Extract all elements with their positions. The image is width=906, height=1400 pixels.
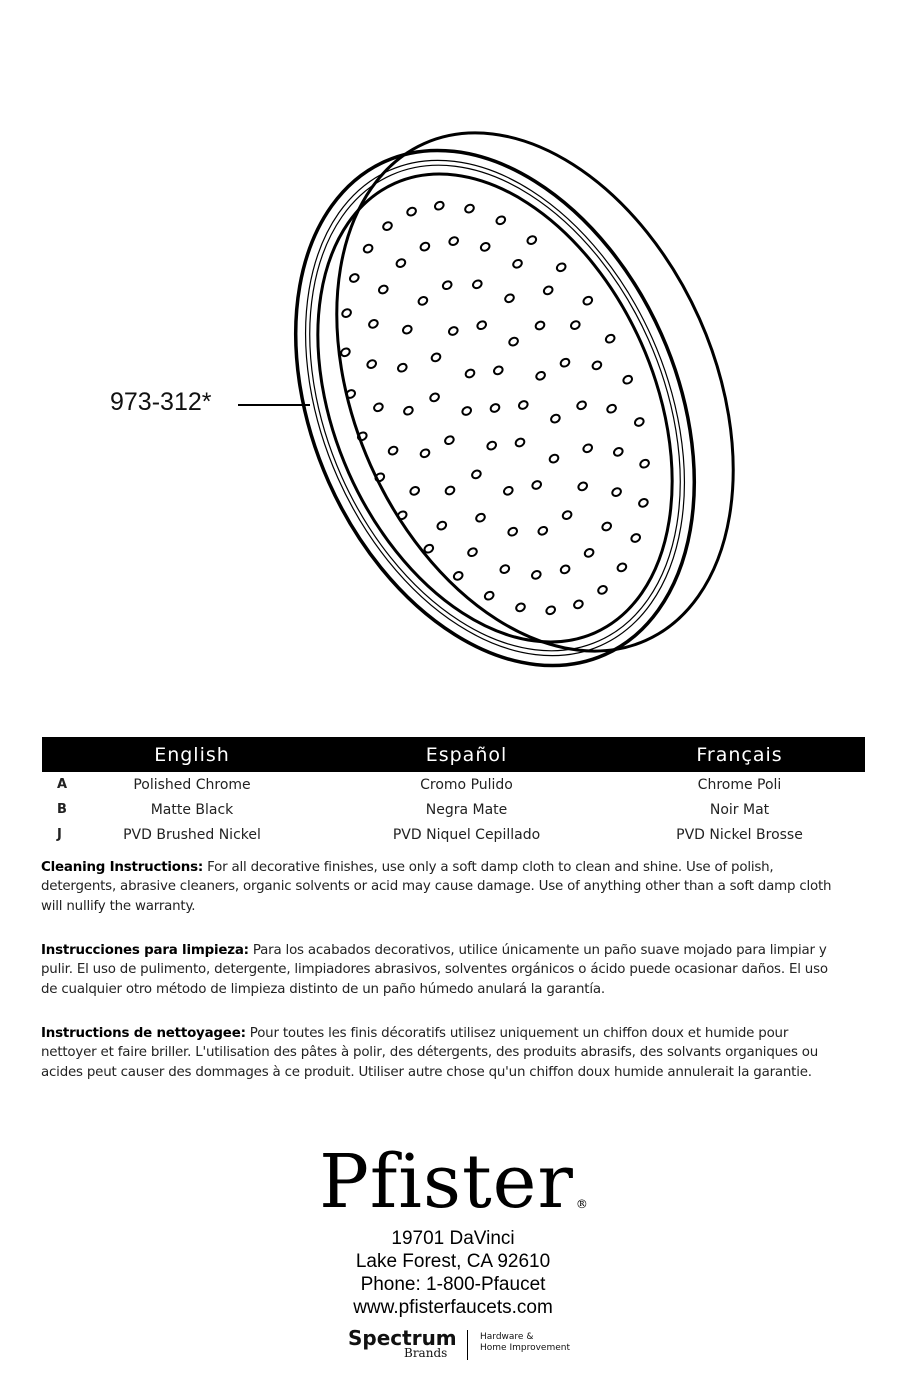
spray-nozzle xyxy=(349,273,360,284)
spray-nozzle xyxy=(597,585,608,596)
spray-nozzle xyxy=(573,599,584,610)
spray-nozzle xyxy=(499,564,510,575)
spray-nozzle xyxy=(507,526,518,537)
cleaning-body-en: For all decorative finishes, use only a soft damp cloth to clean and shine. Use of polish, detergents, abrasive cleaners, organic solvents or acid may cause damage. Use of anything other than a soft damp cloth will nullify the warranty. xyxy=(41,860,832,914)
finish-table-header xyxy=(42,737,865,772)
spray-nozzle xyxy=(444,485,455,496)
spray-nozzle xyxy=(504,293,515,304)
spray-nozzle xyxy=(561,510,572,521)
spray-nozzle xyxy=(582,295,593,306)
spray-nozzle xyxy=(403,405,414,416)
finish-french: PVD Nickel Brosse xyxy=(676,826,803,843)
header-english: English xyxy=(154,743,230,766)
spray-nozzle xyxy=(461,406,472,417)
phone-number: Phone: 1-800-Pfaucet xyxy=(360,1274,546,1295)
cleaning-title-es: Instrucciones para limpieza: xyxy=(41,943,249,958)
spray-nozzle xyxy=(430,352,441,363)
spray-nozzle xyxy=(472,279,483,290)
spray-nozzle xyxy=(512,258,523,269)
spray-nozzle xyxy=(534,320,545,331)
spray-nozzle xyxy=(616,562,627,573)
spray-nozzle xyxy=(434,200,445,211)
part-number-label: 973-312* xyxy=(110,388,212,416)
finish-english: Polished Chrome xyxy=(133,776,251,793)
shower-head-back-rim xyxy=(260,70,810,700)
spray-nozzle xyxy=(611,487,622,498)
cleaning-instructions-es xyxy=(41,941,847,999)
spray-nozzle xyxy=(493,365,504,376)
finish-french: Chrome Poli xyxy=(697,776,782,793)
pfister-logo xyxy=(0,1137,906,1227)
spray-nozzle xyxy=(475,512,486,523)
spray-nozzle xyxy=(576,400,587,411)
address-line-1: 19701 DaVinci xyxy=(391,1228,515,1249)
spray-nozzle xyxy=(341,308,352,319)
spray-nozzle xyxy=(471,469,482,480)
spray-nozzle xyxy=(467,547,478,558)
finish-english: Matte Black xyxy=(150,801,234,818)
spray-nozzle xyxy=(559,564,570,575)
spray-nozzle xyxy=(464,203,475,214)
shower-head-rim-ring xyxy=(232,101,758,700)
spray-nozzle xyxy=(395,258,406,269)
spray-nozzle xyxy=(503,485,514,496)
spray-nozzle xyxy=(442,280,453,291)
spray-nozzle xyxy=(630,533,641,544)
spray-nozzle xyxy=(387,445,398,456)
spray-nozzle xyxy=(559,357,570,368)
spray-nozzle xyxy=(340,347,351,358)
cleaning-body-fr: Pour toutes les finis décoratifs utilisez uniquement un chiffon doux et humide pour nettoyer et faire briller. L'utilisation des pâtes à polir, des détergents, des produits abrasifs, des solvants organiques ou acides peut causer des dommages à ce produit. Utiliser autre chose qu'un chiffon doux humide annulerait la garantie. xyxy=(41,1026,819,1080)
finish-code: J xyxy=(57,827,62,842)
spray-nozzle xyxy=(366,359,377,370)
finish-spanish: Negra Mate xyxy=(425,801,508,818)
spray-nozzle xyxy=(486,440,497,451)
spray-nozzle xyxy=(577,481,588,492)
spray-nozzle xyxy=(453,571,464,582)
address-line-2: Lake Forest, CA 92610 xyxy=(355,1251,551,1272)
spray-nozzle xyxy=(531,480,542,491)
spray-nozzle xyxy=(444,435,455,446)
brand-block xyxy=(0,1137,906,1319)
spray-nozzle xyxy=(476,320,487,331)
spray-nozzle xyxy=(495,215,506,226)
spray-nozzle xyxy=(436,520,447,531)
spectrum-name: Spectrum xyxy=(348,1326,457,1350)
spray-nozzle xyxy=(419,241,430,252)
table-row xyxy=(42,797,865,822)
spray-nozzle xyxy=(448,236,459,247)
spray-nozzle xyxy=(362,243,373,254)
cleaning-instructions-fr xyxy=(41,1024,847,1082)
spray-nozzle xyxy=(531,570,542,581)
spray-nozzle xyxy=(406,206,417,217)
spectrum-sub: Brands xyxy=(404,1346,448,1360)
shower-head-spray-face xyxy=(249,118,741,698)
spray-nozzle xyxy=(556,262,567,273)
finish-code: B xyxy=(57,802,67,817)
spray-nozzle xyxy=(409,486,420,497)
registered-mark: ® xyxy=(575,1197,589,1211)
spray-nozzle xyxy=(382,221,393,232)
spray-nozzle xyxy=(419,448,430,459)
spray-nozzle xyxy=(613,447,624,458)
spray-nozzle xyxy=(537,525,548,536)
spray-nozzle xyxy=(582,443,593,454)
spray-nozzle xyxy=(480,242,491,253)
spectrum-brands-logo xyxy=(348,1326,578,1362)
spray-nozzle xyxy=(373,402,384,413)
spray-nozzle xyxy=(515,602,526,613)
spray-nozzle xyxy=(526,235,537,246)
spectrum-tagline xyxy=(480,1332,570,1354)
spray-nozzle xyxy=(548,453,559,464)
cleaning-title-en: Cleaning Instructions: xyxy=(41,860,204,875)
website: www.pfisterfaucets.com xyxy=(353,1297,553,1318)
spray-nozzle xyxy=(601,521,612,532)
spray-nozzle xyxy=(417,296,428,307)
cleaning-body-es: Para los acabados decorativos, utilice únicamente un paño suave mojado para limpiar y pulir. El uso de pulimento, detergente, limpiadores abrasivos, solventes orgánicos o ácido puede ocasionar daños. El uso de cualquier otro método de limpieza distinto de un paño húmedo anulará la garantía. xyxy=(41,943,828,997)
spray-nozzle xyxy=(508,336,519,347)
spray-nozzle xyxy=(368,319,379,330)
finish-spanish: PVD Niquel Cepillado xyxy=(392,826,541,843)
spray-nozzle xyxy=(606,403,617,414)
table-row xyxy=(42,772,865,797)
spray-nozzle xyxy=(518,400,529,411)
tagline-line-1: Hardware & xyxy=(480,1332,534,1342)
finish-english: PVD Brushed Nickel xyxy=(123,826,261,843)
header-espanol: Español xyxy=(425,743,508,766)
spray-nozzle xyxy=(634,417,645,428)
spray-nozzle xyxy=(514,437,525,448)
spray-nozzle xyxy=(402,324,413,335)
spray-nozzle xyxy=(484,590,495,601)
spray-nozzle xyxy=(638,498,649,509)
spray-nozzle xyxy=(378,284,389,295)
spray-nozzle xyxy=(550,413,561,424)
spray-nozzle xyxy=(639,458,650,469)
spray-nozzle xyxy=(583,548,594,559)
spray-nozzle xyxy=(448,326,459,337)
cleaning-title-fr: Instructions de nettoyagee: xyxy=(41,1026,246,1041)
finish-code: A xyxy=(57,777,68,792)
cleaning-instructions-en xyxy=(41,858,847,916)
spray-nozzle xyxy=(591,360,602,371)
spray-nozzle xyxy=(429,392,440,403)
finish-table xyxy=(42,737,865,847)
spray-nozzle xyxy=(570,320,581,331)
spray-nozzle xyxy=(489,403,500,414)
header-francais: Français xyxy=(696,743,783,766)
finish-spanish: Cromo Pulido xyxy=(420,776,513,793)
spray-nozzle xyxy=(464,368,475,379)
spray-nozzle xyxy=(545,605,556,616)
spray-nozzles xyxy=(340,200,651,615)
spray-nozzle xyxy=(535,370,546,381)
finish-french: Noir Mat xyxy=(709,801,770,818)
spray-nozzle xyxy=(622,374,633,385)
spray-nozzle xyxy=(543,285,554,296)
table-row xyxy=(42,822,865,847)
logo-divider xyxy=(467,1330,468,1360)
spray-nozzle xyxy=(397,362,408,373)
spray-nozzle xyxy=(605,333,616,344)
logo-text: Pfister xyxy=(319,1139,574,1225)
tagline-line-2: Home Improvement xyxy=(480,1343,570,1353)
